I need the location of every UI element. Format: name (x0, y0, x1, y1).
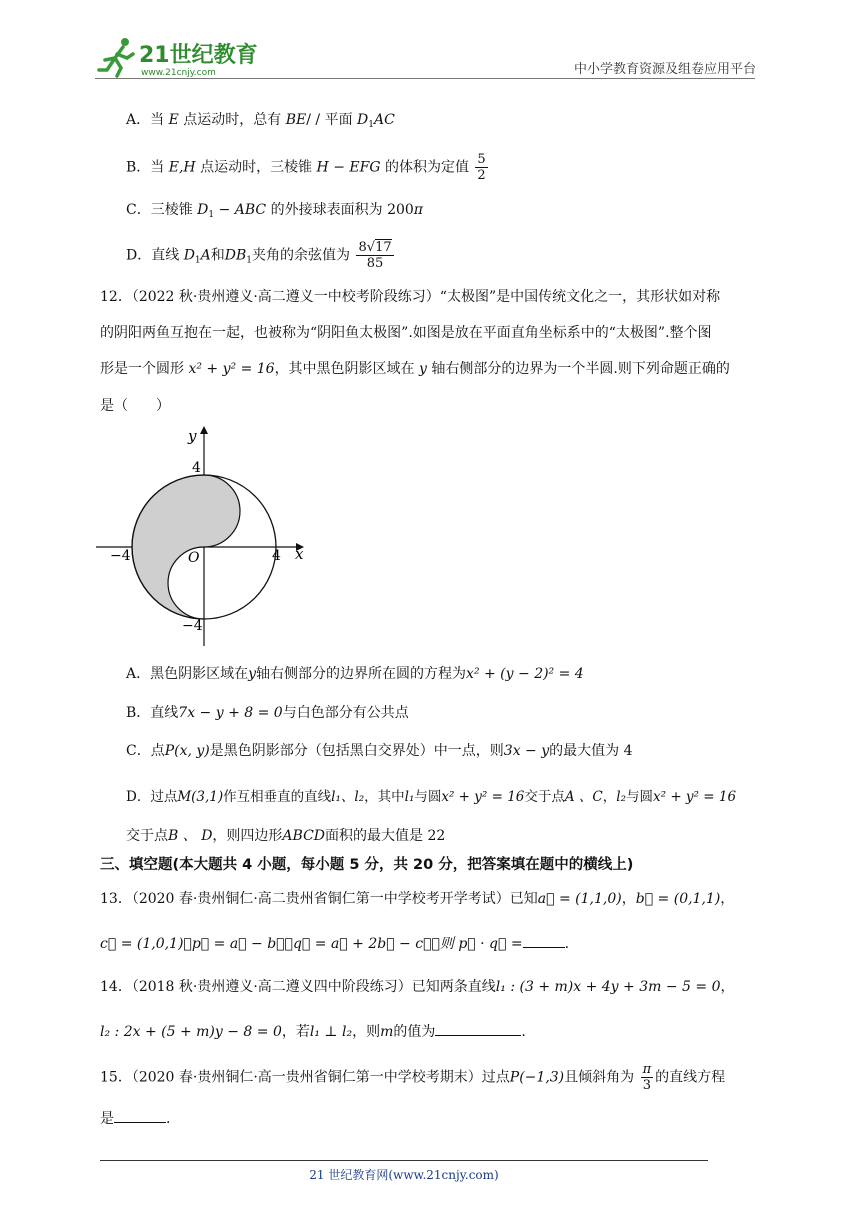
q14-line-1: 14．（2018 秋·贵州遵义·高二遵义四中阶段练习）已知两条直线l₁ : (3 + m)x + 4y + 3m − 5 = 0， (100, 979, 735, 995)
q12-option-d: D．过点M(3,1)作互相垂直的直线l₁、l₂，其中l₁与圆x² + y² = 16交于点A 、C，l₂与圆x² + y² = 16 (126, 789, 737, 805)
q12-option-b: B．直线7x − y + 8 = 0与白色部分有公共点 (126, 705, 409, 721)
svg-text:4: 4 (192, 460, 201, 476)
q12-line-1: 12．（2022 秋·贵州遵义·高二遵义一中校考阶段练习）“太极图”是中国传统文化之一，其形状如对称 (100, 289, 721, 305)
logo (95, 34, 285, 78)
svg-text:y: y (188, 427, 197, 445)
q12-option-c: C．点P(x, y)是黑色阴影部分（包括黑白交界处）中一点，则3x − y的最大值为 4 (126, 743, 633, 759)
q14-line-2: l₂ : 2x + (5 + m)y − 8 = 0，若l₁ ⊥ l₂，则m的值为 . (100, 1021, 526, 1042)
q13-line-2: c⃗ = (1,0,1)，p⃗ = a⃗ − b⃗，q⃗ = a⃗ + 2b⃗ − c⃗，则 p⃗ · q⃗ = . (100, 933, 569, 954)
fraction-pi-thirds: $\frac{\pi}{3}$ (642, 1062, 652, 1093)
q13-line-1: 13．（2020 春·贵州铜仁·高二贵州省铜仁第一中学校考开学考试）已知a⃗ = (1,1,0)，b⃗ = (0,1,1)， (100, 891, 735, 907)
logo-url: www.21cnjy.com (141, 68, 216, 78)
header-divider (95, 78, 755, 79)
page-header (0, 0, 860, 80)
q11-option-a: A．当 E 点运动时，总有 BE/ / 平面 $D_1AC$ (126, 112, 395, 130)
running-man-icon (99, 38, 133, 76)
q15-line-1: 15．（2020 春·贵州铜仁·高一贵州省铜仁第一中学校考期末）过点P(−1,3)且倾斜角为 $\frac{\pi}{3}$ 的直线方程 (100, 1062, 726, 1093)
svg-text:O: O (188, 550, 200, 566)
q12-line-3: 形是一个圆形 x² + y² = 16，其中黑色阴影区域在 y 轴右侧部分的边界为一个半圆.则下列命题正确的 (100, 361, 730, 377)
footer-divider (100, 1160, 708, 1161)
q12-option-d-cont: 交于点B 、 D，则四边形ABCD面积的最大值是 22 (126, 828, 446, 844)
fraction-five-halves: $\frac{5}{2}$ (477, 152, 486, 183)
q12-line-2: 的阴阳两鱼互抱在一起，也被称为“阴阳鱼太极图”.如图是放在平面直角坐标系中的“太极图”.整个图 (100, 325, 712, 341)
taiji-figure (96, 424, 311, 646)
q11-option-b: B．当 E,H 点运动时，三棱锥 H − EFG 的体积为定值 $\frac{5}{2}$ (126, 152, 486, 183)
section-3-title: 三、填空题(本大题共 4 小题，每小题 5 分，共 20 分，把答案填在题中的横线上) (100, 857, 634, 873)
q11-option-c: C．三棱锥 $D_1$ − ABC 的外接球表面积为 200π (126, 202, 423, 220)
q12-line-4: 是（ ） (100, 398, 170, 414)
y-axis-arrow (200, 426, 208, 434)
q14-answer-blank (435, 1021, 521, 1036)
q11-option-d: D．直线 $D_1A$和$DB_1$夹角的余弦值为 $\frac{8√17}{85}$ (126, 240, 392, 271)
svg-text:−4: −4 (110, 548, 131, 564)
logo-text: 21世纪教育 (139, 43, 258, 68)
fraction-cosine: $\frac{8√17}{85}$ (358, 240, 392, 271)
header-platform-text: 中小学教育资源及组卷应用平台 (573, 62, 756, 77)
svg-text:x: x (295, 545, 304, 563)
q15-line-2: 是 . (100, 1108, 170, 1129)
svg-text:4: 4 (272, 548, 281, 564)
q15-answer-blank (114, 1108, 166, 1123)
q13-answer-blank (523, 933, 565, 948)
q12-option-a: A．黑色阴影区域在y轴右侧部分的边界所在圆的方程为x² + (y − 2)² = 4 (126, 666, 584, 682)
svg-text:−4: −4 (182, 618, 203, 634)
footer-text: 21 世纪教育网(www.21cnjy.com) (309, 1168, 499, 1182)
